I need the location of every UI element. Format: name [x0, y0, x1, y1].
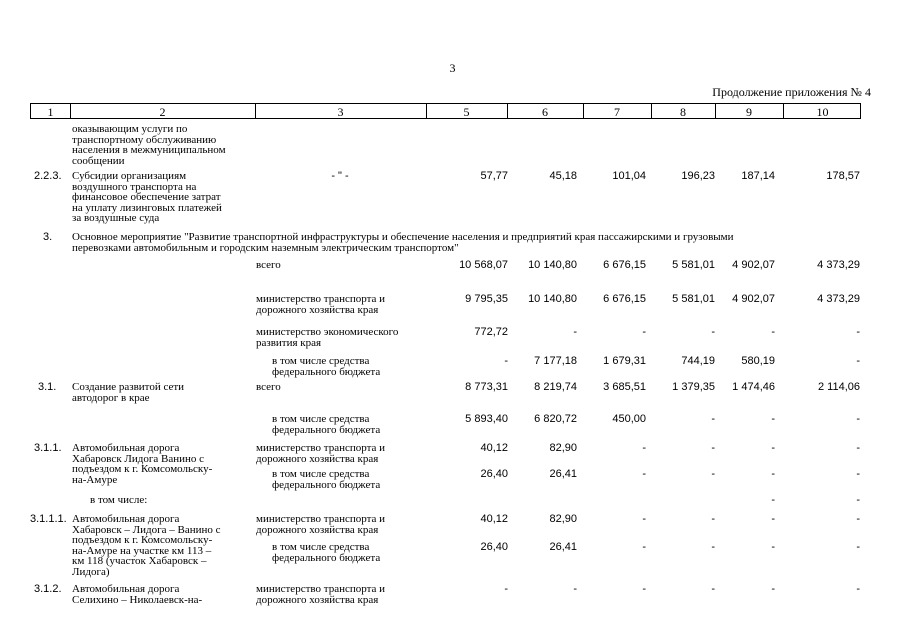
header-col-2: 2: [159, 105, 166, 119]
item-name-line: Хабаровск – Лидога – Ванино с: [72, 523, 221, 536]
item-name-line: км 118 (участок Хабаровск –: [72, 555, 207, 567]
source-label: министерство транспорта и: [256, 583, 386, 595]
value-col-3: -: [642, 326, 646, 338]
item-name-line: Автомобильная дорога: [72, 442, 180, 454]
value-col-4: -: [711, 413, 715, 425]
value-col-3: -: [642, 513, 646, 525]
source-label: дорожного хозяйства края: [256, 523, 379, 536]
value-col-5: -: [771, 442, 775, 454]
value-col-5: 580,19: [741, 355, 775, 367]
value-col-4: -: [711, 326, 715, 338]
value-col-6: -: [856, 541, 860, 553]
header-col-5: 5: [463, 105, 470, 119]
source-label: федерального бюджета: [272, 423, 381, 436]
header-col-7: 7: [614, 105, 620, 119]
item-name-line: Автомобильная дорога: [72, 583, 180, 595]
source-label: дорожного хозяйства края: [256, 303, 379, 316]
value-col-5: -: [771, 541, 775, 553]
source-label: министерство экономического: [256, 326, 399, 338]
value-col-4: -: [711, 513, 715, 525]
source-label: всего: [256, 259, 281, 271]
value-col-6: -: [856, 326, 860, 338]
item-name-line: перевозками автомобильным и городским наземным электрическим транспортом": [72, 241, 459, 254]
value-col-1: 40,12: [480, 442, 508, 454]
item-number: 3.: [43, 231, 53, 243]
header-col-8: 8: [680, 105, 686, 119]
source-label: в том числе средства: [272, 355, 370, 367]
item-name-line: финансовое обеспечение затрат: [72, 191, 221, 203]
value-col-1: 8 773,31: [465, 381, 508, 393]
value-col-6: -: [856, 413, 860, 425]
value-col-3: 1 679,31: [603, 355, 646, 367]
item-name-line: подъездом к г. Комсомольску-: [72, 534, 213, 546]
source-label: - " -: [331, 170, 349, 182]
value-col-6: 4 373,29: [817, 293, 860, 305]
value-col-1: 40,12: [480, 513, 508, 525]
value-col-3: 450,00: [612, 413, 646, 425]
value-col-5: 1 474,46: [732, 381, 775, 393]
value-col-2: 7 177,18: [534, 355, 577, 367]
source-label: федерального бюджета: [272, 478, 381, 491]
value-col-2: 82,90: [549, 513, 577, 525]
value-col-4: 5 581,01: [672, 293, 715, 305]
source-label: министерство транспорта и: [256, 442, 386, 454]
subtotal-label: в том числе:: [90, 494, 148, 506]
value-col-1: 772,72: [474, 326, 508, 338]
source-label: федерального бюджета: [272, 365, 381, 378]
value-col-2: 26,41: [549, 468, 577, 480]
value-col-6: 2 114,06: [817, 381, 860, 393]
value-col-5: 187,14: [741, 170, 775, 182]
value-col-1: 9 795,35: [465, 293, 508, 305]
value-col-2: 6 820,72: [534, 413, 577, 425]
item-name-line: на-Амуре: [72, 473, 118, 486]
value-col-6: -: [856, 513, 860, 525]
item-name-line: на уплату лизинговых платежей: [72, 201, 222, 214]
value-col-4: -: [711, 583, 715, 595]
item-name-line: Создание развитой сети: [72, 381, 185, 393]
page-number: 3: [449, 61, 456, 75]
value-col-2: -: [573, 326, 577, 338]
source-label: министерство транспорта и: [256, 513, 386, 525]
source-label: в том числе средства: [272, 413, 370, 425]
value-col-4: -: [711, 541, 715, 553]
value-col-3: 6 676,15: [603, 293, 646, 305]
value-col-5: -: [771, 468, 775, 480]
header-col-3: 3: [337, 105, 344, 119]
value-col-2: 82,90: [549, 442, 577, 454]
value-col-2: 45,18: [549, 170, 577, 182]
value-col-6: 178,57: [826, 170, 860, 182]
item-name-line: воздушного транспорта на: [72, 180, 197, 193]
item-number: 3.1.: [38, 381, 57, 393]
item-number: 3.1.1.: [34, 442, 62, 454]
value-col-2: 26,41: [549, 541, 577, 553]
value-col-3: 101,04: [612, 170, 646, 182]
value-col-4: -: [711, 442, 715, 454]
header-col-1: 1: [47, 105, 54, 119]
source-label: в том числе средства: [272, 541, 370, 553]
value-col-5: 4 902,07: [732, 259, 775, 271]
value-col-6: -: [856, 494, 860, 506]
value-col-1: 26,40: [480, 468, 508, 480]
item-name-line: на-Амуре на участке км 113 –: [72, 544, 212, 557]
value-col-5: -: [771, 583, 775, 595]
item-name-line: населения в межмуниципальном: [72, 144, 226, 156]
table-header: [30, 103, 861, 119]
item-name-line: Хабаровск Лидога Ванино с: [72, 452, 205, 465]
continuation-label: Продолжение приложения № 4: [712, 85, 871, 99]
value-col-3: -: [642, 583, 646, 595]
value-col-3: 3 685,51: [603, 381, 646, 393]
value-col-2: -: [573, 583, 577, 595]
item-name-line: сообщении: [72, 154, 125, 167]
value-col-4: 1 379,35: [672, 381, 715, 393]
source-label: всего: [256, 381, 281, 393]
item-number: 2.2.3.: [34, 170, 62, 182]
header-col-9: 9: [746, 105, 752, 119]
header-col-10: 10: [816, 105, 829, 119]
item-name-line: Селихино – Николаевск-на-: [72, 593, 203, 606]
source-label: в том числе средства: [272, 468, 370, 480]
value-col-2: 10 140,80: [528, 259, 577, 271]
value-col-3: 6 676,15: [603, 259, 646, 271]
value-col-5: -: [771, 326, 775, 338]
value-col-6: -: [856, 583, 860, 595]
item-name-line: Лидога): [72, 565, 110, 578]
value-col-3: -: [642, 442, 646, 454]
value-col-1: -: [504, 355, 508, 367]
value-col-3: -: [642, 541, 646, 553]
item-number: 3.1.1.1.: [30, 513, 67, 525]
value-col-2: 10 140,80: [528, 293, 577, 305]
value-col-4: -: [711, 468, 715, 480]
source-label: дорожного хозяйства края: [256, 593, 379, 606]
item-name-line: за воздушные суда: [72, 212, 160, 224]
value-col-2: 8 219,74: [534, 381, 577, 393]
value-col-1: 57,77: [480, 170, 508, 182]
item-name-line: оказывающим услуги по: [72, 123, 188, 135]
value-col-1: 5 893,40: [465, 413, 508, 425]
item-name-line: Субсидии организациям: [72, 170, 187, 182]
item-name-line: транспортному обслуживанию: [72, 133, 217, 146]
item-name-line: Основное мероприятие "Развитие транспортной инфраструктуры и обеспечение населения и предприятий края пассажирскими и грузовыми: [72, 231, 734, 243]
source-label: федерального бюджета: [272, 551, 381, 564]
value-col-6: -: [856, 468, 860, 480]
header-col-6: 6: [542, 105, 548, 119]
value-col-1: 10 568,07: [459, 259, 508, 271]
source-label: дорожного хозяйства края: [256, 452, 379, 465]
value-col-6: -: [856, 355, 860, 367]
value-col-5: -: [771, 494, 775, 506]
item-name-line: автодорог в крае: [72, 391, 150, 404]
value-col-4: 744,19: [681, 355, 715, 367]
value-col-6: -: [856, 442, 860, 454]
source-label: развития края: [256, 336, 322, 349]
value-col-1: -: [504, 583, 508, 595]
value-col-5: 4 902,07: [732, 293, 775, 305]
value-col-6: 4 373,29: [817, 259, 860, 271]
item-number: 3.1.2.: [34, 583, 62, 595]
value-col-1: 26,40: [480, 541, 508, 553]
value-col-4: 196,23: [681, 170, 715, 182]
item-name-line: подъездом к г. Комсомольску-: [72, 463, 213, 475]
item-name-line: Автомобильная дорога: [72, 513, 180, 525]
value-col-5: -: [771, 513, 775, 525]
source-label: министерство транспорта и: [256, 293, 386, 305]
value-col-5: -: [771, 413, 775, 425]
value-col-4: 5 581,01: [672, 259, 715, 271]
value-col-3: -: [642, 468, 646, 480]
